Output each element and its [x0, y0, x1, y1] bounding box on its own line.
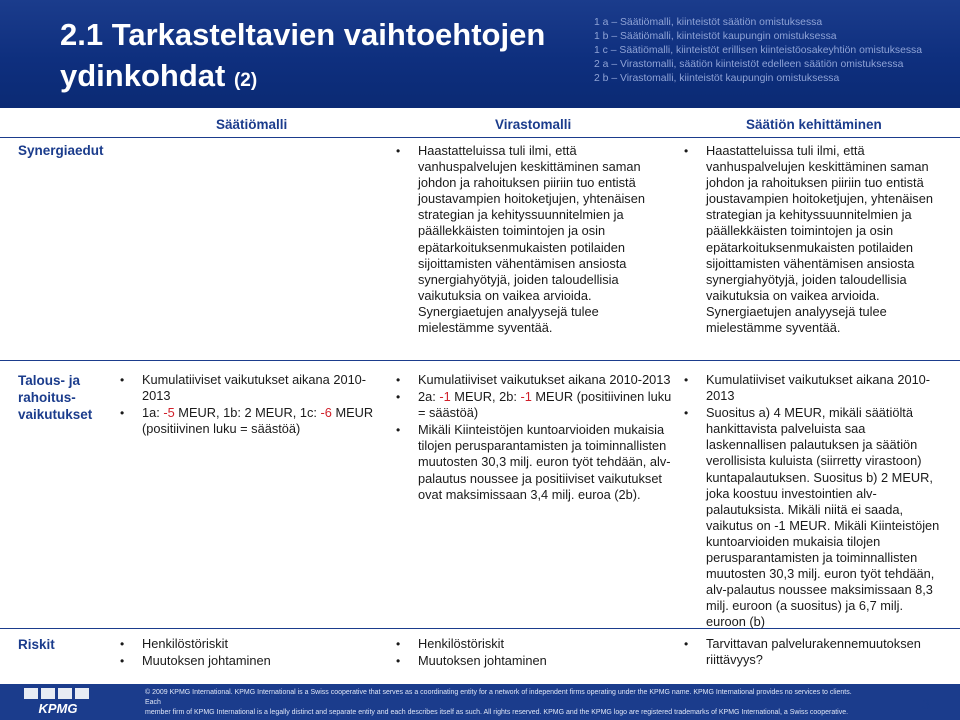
title-line-1: 2.1 Tarkasteltavien vaihtoehtojen: [60, 17, 546, 52]
finance-virastomalli-cell: [394, 372, 674, 503]
logo-text: KPMG: [38, 701, 78, 716]
text-run: 2a:: [418, 389, 440, 405]
list-item: • Kumulatiiviset vaikutukset aikana 2010-2013: [682, 372, 940, 404]
title-suffix: (2): [233, 70, 258, 91]
slide-title: [60, 14, 545, 101]
column-header-virastomalli: Virastomalli: [495, 117, 572, 132]
list-item: • Kumulatiiviset vaikutukset aikana 2010-2013: [118, 372, 380, 404]
title-line-2: [60, 55, 545, 101]
negative-value: -6: [320, 405, 332, 421]
list-item: • Henkilöstöriskit: [394, 636, 674, 652]
list-item: [394, 389, 674, 421]
list-item: • Haastatteluissa tuli ilmi, että vanhuspalvelujen keskittäminen saman johdon ja rahoituksen piiriin tuo entistä joustavampien hoitoketjujen, yhtenäisen strategian ja kehityssuunnitelmien ja päällekkäisten toimintojen ja osin epätarkoituksenmukaisten potilaiden sijoittamisten vähentämisen ansiosta synergiahyötyjä, joiden taloudellisia vaikutuksia on vaikea arvioida. Synergiaetujen analyysejä tulee mielestämme syventää.: [394, 143, 662, 336]
synergy-virastomalli-cell: [394, 143, 662, 336]
page-number: 3: [922, 696, 930, 712]
risks-virastomalli-cell: [394, 636, 674, 669]
row-divider: [0, 137, 960, 138]
row-label-synergiaedut: Synergiaedut: [18, 143, 104, 158]
list-item: • Muutoksen johtaminen: [394, 653, 674, 669]
legend-item: 1 b – Säätiömalli, kiinteistöt kaupungin omistuksessa: [594, 31, 837, 42]
list-item: • Henkilöstöriskit: [118, 636, 380, 652]
column-header-saation-kehittaminen: Säätiön kehittäminen: [746, 117, 882, 132]
list-item: • Mikäli Kiinteistöjen kuntoarvioiden mukaisia tilojen perusparantamisten ja toiminnallisten muutosten 30,3 milj. euron työt tehdään, alv-palautus noussee ja positiiviset vaikutukset ovat maksimissaan 3,4 milj. euroa (2b).: [394, 422, 674, 502]
legend-item: 2 a – Virastomalli, säätiön kiinteistöt edelleen säätiön omistuksessa: [594, 59, 904, 70]
options-legend: [594, 16, 922, 86]
legend-item: 2 b – Virastomalli, kiinteistöt kaupungin omistuksessa: [594, 73, 840, 84]
risks-kehittaminen-cell: [682, 636, 940, 668]
negative-value: -1: [520, 389, 532, 405]
finance-saatiomalli-cell: [118, 372, 380, 437]
synergy-kehittaminen-cell: [682, 143, 944, 336]
title-line-2-text: ydinkohdat: [60, 58, 226, 93]
list-item: • Kumulatiiviset vaikutukset aikana 2010-2013: [394, 372, 674, 388]
row-label-talous: [18, 372, 92, 423]
text-run: MEUR, 2b:: [450, 389, 521, 405]
column-header-saatiomalli: Säätiömalli: [216, 117, 288, 132]
legend-item: 1 a – Säätiömalli, kiinteistöt säätiön omistuksessa: [594, 17, 823, 28]
copyright-footer: [145, 688, 865, 718]
text-run: MEUR (positiivinen luku = säästöä): [142, 405, 374, 437]
list-item: • Haastatteluissa tuli ilmi, että vanhuspalvelujen keskittäminen saman johdon ja rahoituksen piiriin tuo entistä joustavampien hoitoketjujen, yhtenäisen strategian ja kehityssuunnitelmien ja päällekkäisten toimintojen ja osin epätarkoituksenmukaisten potilaiden sijoittamisten vähentämisen ansiosta synergiahyötyjä, joiden taloudellisia vaikutuksia on vaikea arvioida. Synergiaetujen analyysejä tulee mielestämme syventää.: [682, 143, 944, 336]
list-item: • Suositus a) 4 MEUR, mikäli säätiöltä hankittavista palveluista saa laskennallisen palautuksen ja säätiön verollisista kuluista (siirretty virastoon) kuntapalautuksen. Suositus b) 2 MEUR, joka koostuu investointien alv-palautuksista. Mikäli niitä ei saada, vaikutus on -1 MEUR. Mikäli Kiinteistöjen kuntoarvioiden mukaisia tilojen perusparantamisten ja toiminnallisten muutosten 30,3 milj. euron työt tehdään, alv-palautus noussee maksimissaan 8,3 milj. euroon (a suositus) ja 6,7 milj. euroon (b): [682, 405, 940, 630]
list-item: [118, 405, 380, 437]
row-label-line: rahoitus-: [18, 390, 76, 405]
row-label-riskit: Riskit: [18, 637, 55, 652]
row-label-line: vaikutukset: [18, 407, 93, 422]
negative-value: -5: [163, 405, 175, 421]
row-divider: [0, 360, 960, 361]
footer-line: © 2009 KPMG International. KPMG International is a Swiss cooperative that serves as a coordinating entity for a network of independent firms operating under the KPMG name. KPMG International provides no services to clients. Each: [145, 689, 852, 706]
kpmg-logo: [22, 686, 94, 716]
text-run: MEUR (positiivinen luku = säästöä): [418, 389, 672, 421]
footer-line: member firm of KPMG International is a legally distinct and separate entity and each describes itself as such. All rights reserved. KPMG and the KPMG logo are registered trademarks of KPMG International, a Swiss cooperative.: [145, 709, 849, 716]
list-item: • Tarvittavan palvelurakennemuutoksen riittävyys?: [682, 636, 940, 668]
risks-saatiomalli-cell: [118, 636, 380, 669]
row-label-line: Talous- ja: [18, 373, 81, 388]
text-run: MEUR, 1b: 2 MEUR, 1c:: [174, 405, 321, 421]
list-item: • Muutoksen johtaminen: [118, 653, 380, 669]
legend-item: 1 c – Säätiömalli, kiinteistöt erillisen kiinteistöosakeyhtiön omistuksessa: [594, 45, 923, 56]
text-run: 1a:: [142, 405, 164, 421]
finance-kehittaminen-cell: [682, 372, 940, 631]
negative-value: -1: [439, 389, 451, 405]
